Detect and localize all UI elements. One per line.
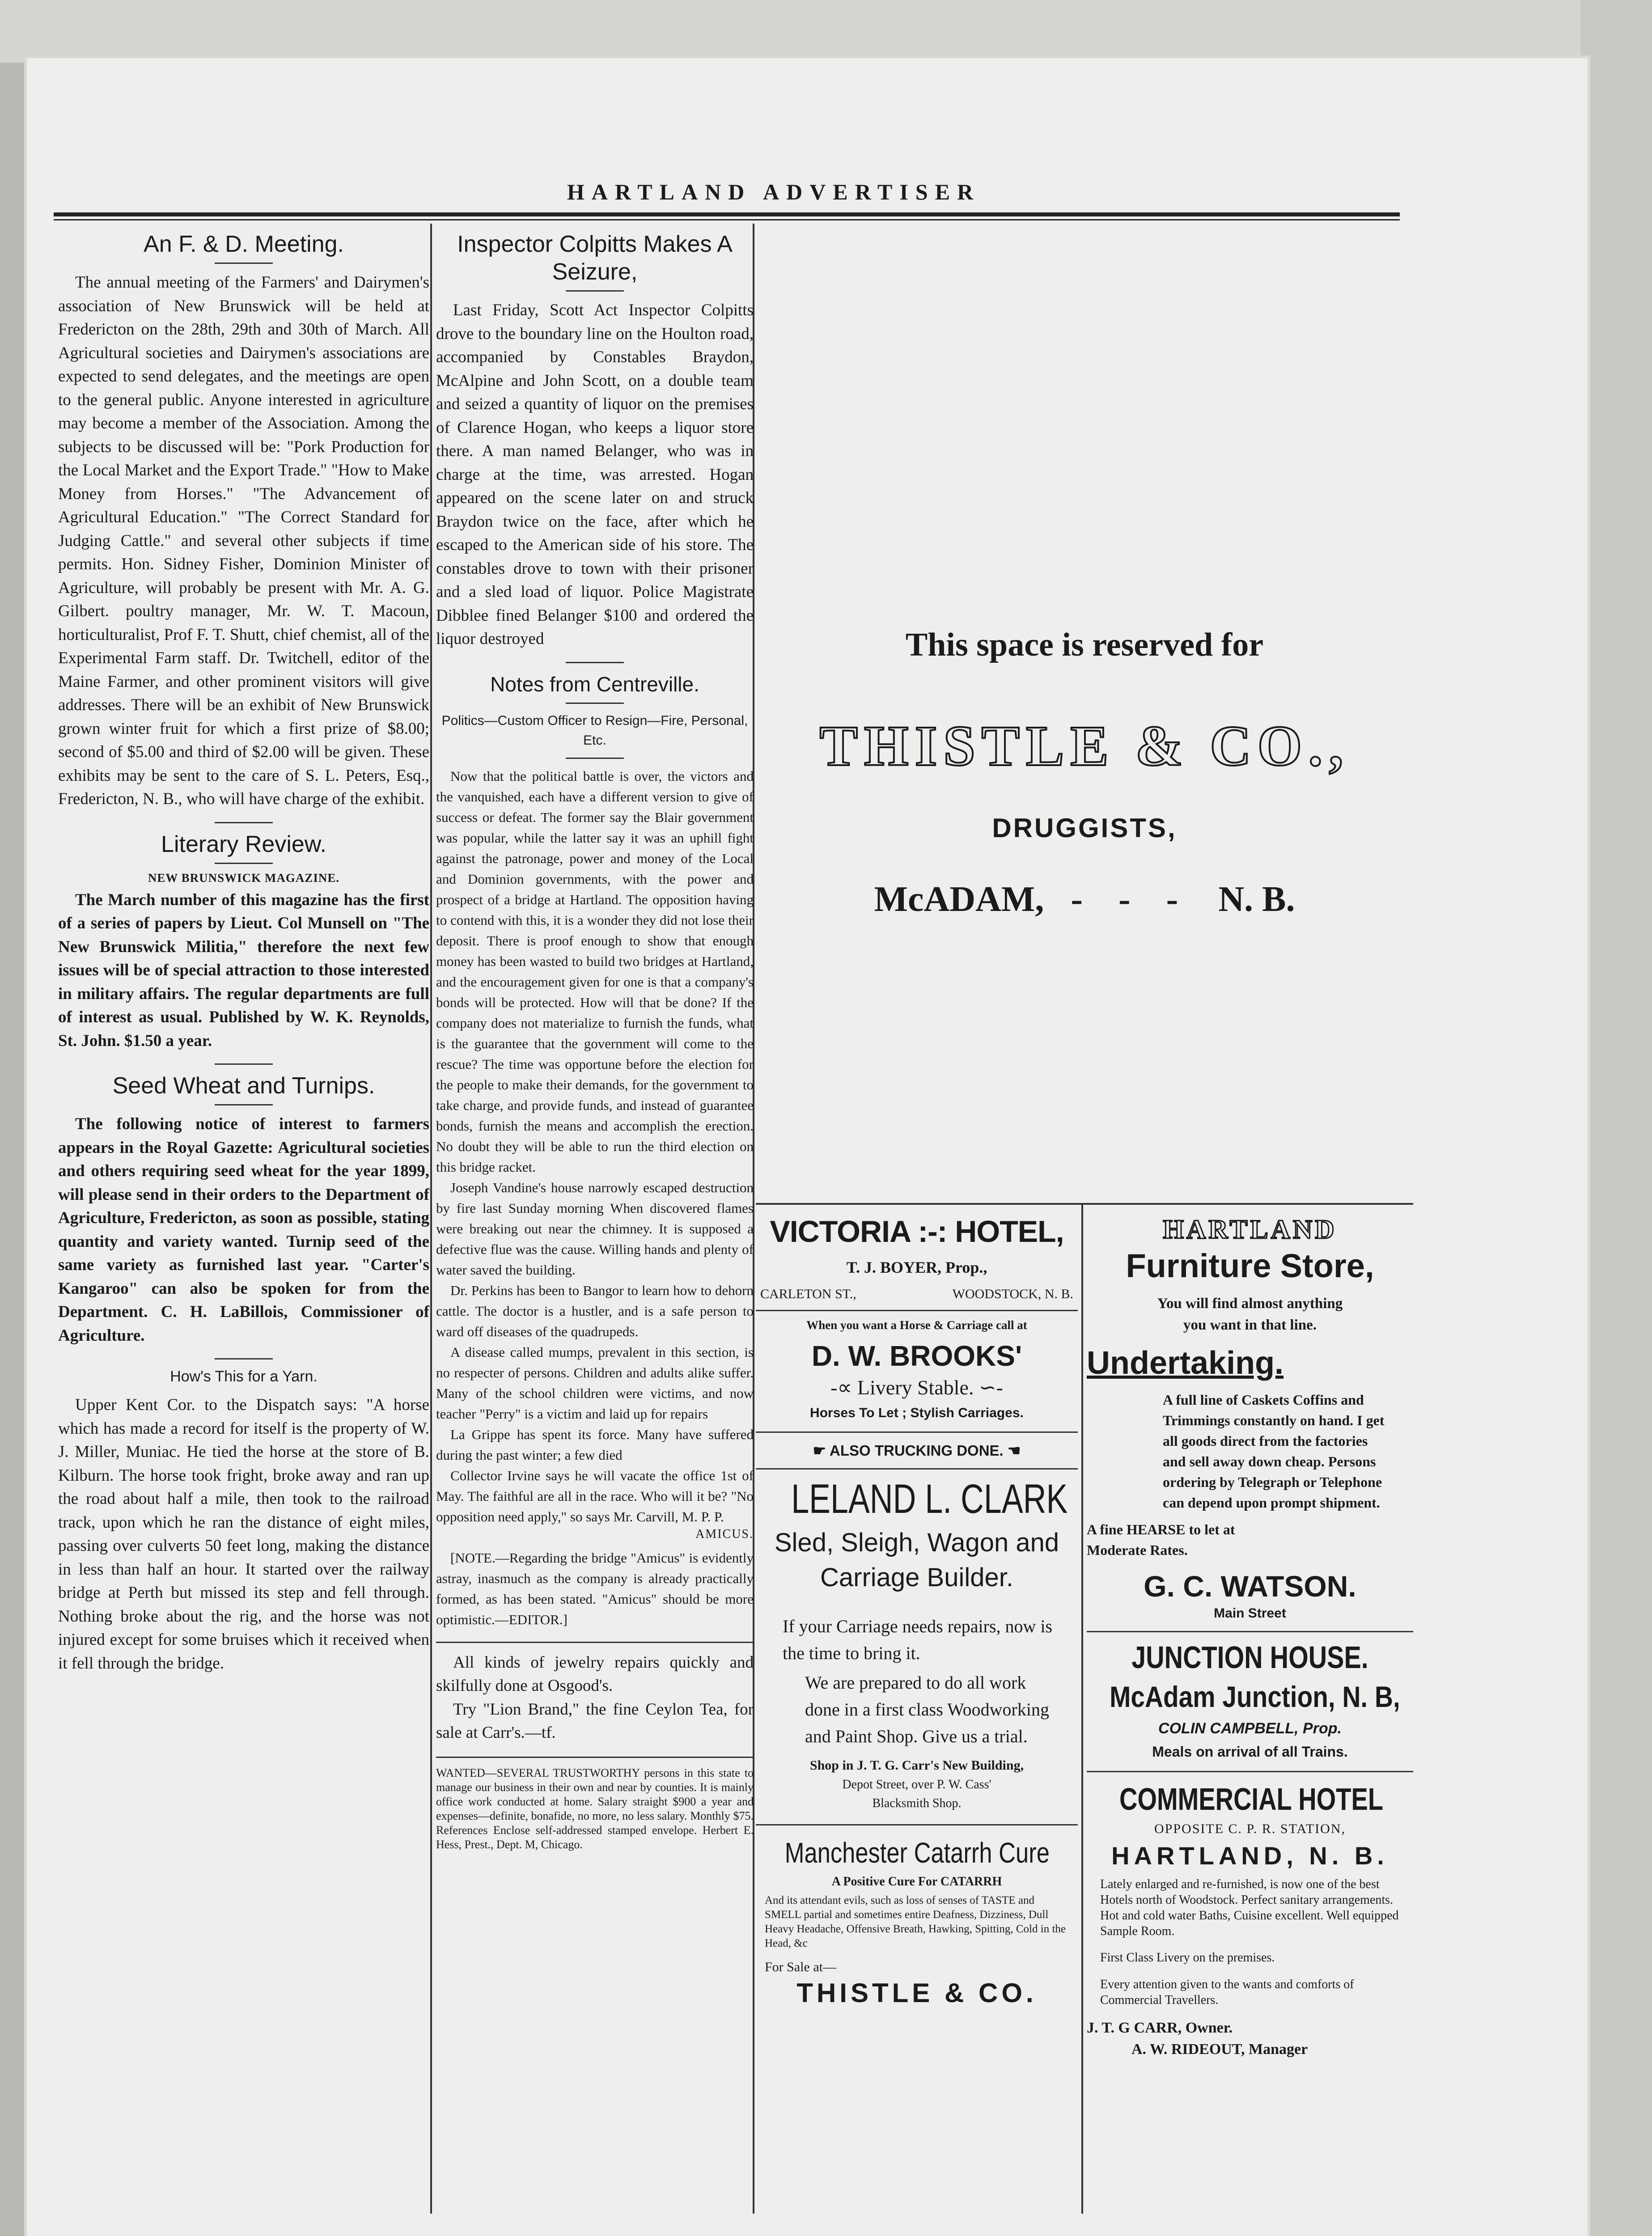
masthead-rule-thick [54,212,1400,216]
article-seed-wheat [58,1072,429,1347]
separator [566,290,624,292]
article-colpitts [436,230,754,651]
separator [436,1757,754,1758]
ad-trucking [756,1442,1078,1459]
ad-title: VICTORIA :-: HOTEL, [770,1215,1064,1249]
ad-catarrh-body: And its attendant evils, such as loss of senses of TASTE and SMELL partial and sometimes entire Deafness, Dizziness, Dull Heavy Headache, Offensive Breath, Hawking, Spitting, Cold in the Head, &c [765,1894,1066,1949]
article-body: The March number of this magazine has the first of a series of papers by Lieut. Col Munsell on "The New Brunswick Militia," therefore the next few issues will be of special attraction to those interested in military affairs. The regular departments are full of interest as usual. Published by W. K. Reynolds, St. John. $1.50 a year. [58,890,429,1050]
local-notice-tea: Try "Lion Brand," the fine Ceylon Tea, for sale at Carr's.—tf. [436,1700,754,1742]
page-edge-top [0,0,1652,63]
separator [215,1104,273,1105]
article-title: Literary Review. [161,831,326,857]
ad-junction-place: McAdam Junction, N. B, [1110,1680,1400,1713]
ad-hartland-nb: HARTLAND, N. B. [1111,1842,1389,1870]
article-body: Last Friday, Scott Act Inspector Colpitts drove to the boundary line on the Houlton road, accompanied by Constables Braydon, McAlpine and John Scott, on a double team and seized a quantity of liquor on the premises of Clarence Hogan, who keeps a liquor store there. A man named Belanger, who was in charge at the time, was arrested. Hogan appeared on the scene later on and struck Braydon twice on the face, after which he escaped to the American side of his store. The constables drove to town with their prisoner and a sled load of liquor. Police Magistrate Dibblee fined Belanger $100 and ordered the liquor destroyed [436,301,754,648]
column-1 [58,226,429,1675]
ad-watson: G. C. WATSON. [1144,1570,1356,1603]
ad-enlarged: Lately enlarged and re-furnished, is now one of the best Hotels north of Woodstock. Perfect sanitary arrangements. Hot and cold water Baths, Cuisine excellent. Well equipped Sample Room. [1100,1877,1399,1938]
ad-opposite: OPPOSITE C. P. R. STATION, [1154,1821,1346,1836]
article-paragraph: Collector Irvine says he will vacate the office 1st of May. The faithful are all in the race. Who will it be? "No opposition need apply," so says Mr. Carvill, M. P. P. [436,1467,754,1525]
article-centreville [436,670,754,1630]
firm-name: THISTLE & CO., [819,714,1350,778]
ad-victoria-hotel [756,1214,1078,2008]
separator [756,1824,1078,1825]
pointing-hand-icon: ☚ [1003,1442,1021,1459]
flourish-left-icon: -∝ [830,1376,857,1399]
article-signature: AMICUS. [695,1527,754,1541]
separator [215,1063,273,1065]
ad-catarrh-sub: A Positive Cure For CATARRH [831,1875,1002,1889]
ad-junction-meals: Meals on arrival of all Trains. [1152,1744,1348,1760]
ad-clark-address: Blacksmith Shop. [872,1796,962,1810]
reserved-ad-thistle [756,626,1413,920]
ad-catarrh-sale: For Sale at— [765,1960,836,1974]
place-dashes: - - - [1071,880,1192,919]
ad-commercial: COMMERCIAL HOTEL [1119,1782,1384,1817]
ad-clark-address: Depot Street, over P. W. Cass' [842,1778,991,1791]
separator [436,1642,754,1643]
classified-wanted: WANTED—SEVERAL TRUSTWORTHY persons in this state to manage our business in their own and near by counties. It is mainly office work conducted at home. Salary straight $900 a year and expenses—definite, bonafide, no more, no less salary. Monthly $75. References Enclose self-addressed stamped envelope. Herbert E. Hess, Prest., Dept. M, Chicago. [436,1766,754,1851]
ad-catarrh-firm: THISTLE & CO. [796,1978,1037,2008]
ad-clark-shop: Shop in J. T. G. Carr's New Building, [809,1758,1024,1773]
article-subhead: NEW BRUNSWICK MAGAZINE. [148,871,340,885]
masthead-rule-thin [54,219,1400,220]
place-right: N. B. [1218,880,1295,919]
separator [215,1358,273,1359]
article-paragraph: La Grippe has spent its force. Many have suffered during the past winter; a few died [436,1426,754,1463]
column-rule-1 [430,224,432,2214]
firm-place [756,879,1413,920]
article-farmers-meeting [58,230,429,811]
ad-trucking-label: ALSO TRUCKING DONE. [830,1442,1004,1459]
ad-junction: JUNCTION HOUSE. [1131,1640,1368,1675]
separator [756,1468,1078,1469]
ad-livery-premises: First Class Livery on the premises. [1100,1951,1275,1965]
separator [756,1310,1078,1311]
article-subhead: Politics—Custom Officer to Resign—Fire, Personal, Etc. [441,713,748,748]
place-left: McADAM, [874,880,1044,919]
ad-clark-name: LELAND L. CLARK [791,1476,1068,1522]
firm-trade: DRUGGISTS, [992,813,1177,843]
ad-furniture: Furniture Store, [1126,1247,1374,1284]
page-edge-right [1580,0,1652,2236]
article-title: Inspector Colpitts Makes A Seizure, [457,231,733,285]
separator [215,863,273,864]
ad-livery-label: Livery Stable. [857,1376,974,1399]
ad-attention: Every attention given to the wants and comforts of Commercial Travellers. [1100,1978,1354,2007]
separator [756,1431,1078,1433]
ad-find: You will find almost anything you want in that line. [1157,1296,1343,1333]
article-body: The following notice of interest to farmers appears in the Royal Gazette: Agricultural societies and others requiring seed wheat for the year 1899, will please send in their orders to the Department of Agriculture, Fredericton, as soon as possible, stating quantity and variety wanted. Turnip seed of the same variety as furnished last year. "Carter's Kangaroo" can also be spoken for from the Department. C. H. LaBillois, Commissioner of Agriculture. [58,1115,429,1345]
ad-main-street: Main Street [1214,1606,1286,1621]
pointing-hand-icon: ☛ [813,1442,830,1459]
article-paragraph: Joseph Vandine's house narrowly escaped destruction by fire last Sunday morning When discovered flames were breaking out near the chimney. It is supposed a defective flue was the cause. Willing hands and plenty of water saved the building. [436,1179,754,1278]
ad-address-town: WOODSTOCK, N. B. [952,1287,1073,1301]
article-body: Upper Kent Cor. to the Dispatch says: "A horse which has made a record for itself is the property of W. J. Miller, Muniac. He tied the horse at the store of B. Kilburn. The horse took fright, broke away and ran up the road about half a mile, then took to the railroad track, upon which he ran the distance of eight miles, passing over culverts 50 feet long, making the distance in less than half an hour. It started over the railway bridge at Perth but missed its step and fell through. Nothing broke about the rig, and the horse was not injured except for some bruises which it received when it fell through the bridge. [58,1396,429,1673]
ad-catarrh-title: Manchester Catarrh Cure [784,1837,1050,1869]
article-yarn [58,1367,429,1675]
article-literary-review [58,830,429,1053]
editor-note: [NOTE.—Regarding the bridge "Amicus" is evidently astray, inasmuch as the company is already practically formed, as has been stated. "Amicus" should be more optimistic.—EDITOR.] [436,1550,754,1627]
ad-address-street: CARLETON ST., [760,1287,856,1301]
separator [1087,1631,1413,1632]
reserved-line: This space is reserved for [905,627,1264,663]
article-body: The annual meeting of the Farmers' and Dairymen's association of New Brunswick will be held at Fredericton on the 28th, 29th and 30th of March. All Agricultural societies and Dairymen's associations are expected to send delegates, and the meetings are open to the general public. Anyone interested in agriculture may become a member of the Association. Among the subjects to be discussed will be: "Pork Production for the Local Market and the Export Trade." "How to Make Money from Horses." "The Advancement of Agricultural Education." "The Correct Standard for Judging Cattle." and several other subjects if time permits. Hon. Sidney Fisher, Dominion Minister of Agriculture, will probably be present with Mr. A. G. Gilbert. poultry manager, Mr. W. T. Macoun, horticulturalist, Prof F. T. Shutt, chief chemist, all of the Experimental Farm staff. Dr. Twitchell, editor of the Maine Farmer, and other prominent visitors will give addresses. There will be an exhibit of New Brunswick grown winter fruit for which a first prize of $8.00; second of $5.00 and third of $2.00 will be given. These exhibits may be sent to the care of S. L. Peters, Esq., Fredericton, N. B., who will have charge of the exhibit. [58,273,429,808]
separator [1087,1771,1413,1772]
ad-brooks: D. W. BROOKS' [811,1340,1022,1372]
ad-owner: J. T. G CARR, Owner. [1087,2020,1233,2036]
article-paragraph: Now that the political battle is over, the victors and the vanquished, each have a different version to give of success or defeat. The former say the Blair government was popular, while the latter say it was an uphill fight against the patronage, power and money of the Local and Dominion governments, with the power and prospect of a bridge at Hartland. The opposition having to contend with this, it is a wonder they did not lose their deposit. There is proof enough to show that enough money has been wasted to build two bridges at Hartland, and the encouragement given for one is that a company's bonds will be protected. How will that be done? If the company does not materialize to furnish the funds, what is the guarantee that the government will come to the rescue? The time was opportune before the election for the people to make their demands, for the government to take charge, and provide funds, and instead of guarantee bonds, furnish the means and accomplish the erection. No doubt they will be able to run the third election on this bridge racket. [436,768,754,1175]
article-title: Notes from Centreville. [490,672,699,696]
column-rule-3 [1081,1203,1083,2214]
ad-clark-text: If your Carriage needs repairs, now is the time to bring it. [783,1616,1053,1663]
ad-clark-text: We are prepared to do all work done in a first class Woodworking and Paint Shop. Give us a trial. [805,1673,1049,1746]
ad-note: When you want a Horse & Carriage call at [806,1318,1027,1332]
article-paragraph: A disease called mumps, prevalent in this section, is no respecter of persons. Children and adults alike suffer. Many of the school children were victims, and now teacher "Perry" is a victim and laid up for repairs [436,1344,754,1422]
ad-undertaking: Undertaking. [1087,1345,1284,1381]
flourish-right-icon: ∽- [974,1376,1003,1399]
ad-clark-trade: Sled, Sleigh, Wagon and Carriage Builder. [774,1528,1059,1592]
separator [215,263,273,264]
separator [215,822,273,823]
article-title: An F. & D. Meeting. [144,231,344,257]
ad-caskets: A full line of Caskets Coffins and Trimmings constantly on hand. I get all goods direct from the factories and sell away down cheap. Persons ordering by Telegraph or Telephone can depend upon prompt shipment. [1163,1392,1385,1511]
article-title: How's This for a Yarn. [170,1368,318,1385]
local-notice-jewelry: All kinds of jewelry repairs quickly and skilfully done at Osgood's. [436,1653,754,1695]
separator [566,662,624,663]
article-paragraph: Dr. Perkins has been to Bangor to learn how to dehorn cattle. The doctor is a hustler, and is a safe person to ward off diseases of the quadrupeds. [436,1282,754,1339]
column-2 [436,226,754,1852]
ad-address [756,1287,1078,1302]
ad-manager: A. W. RIDEOUT, Manager [1131,2041,1308,2058]
ad-hartland: HARTLAND [1163,1215,1337,1244]
ad-hearse: A fine HEARSE to let at Moderate Rates. [1087,1521,1235,1558]
separator [566,758,624,759]
ad-livery [756,1375,1078,1399]
masthead: HARTLAND ADVERTISER [567,179,981,204]
ad-hartland-furniture [1087,1214,1413,2058]
ad-horses: Horses To Let ; Stylish Carriages. [810,1406,1024,1420]
ads-top-rule [756,1203,1413,1205]
separator [566,703,624,704]
article-title: Seed Wheat and Turnips. [112,1073,375,1099]
ad-junction-prop: COLIN CAMPBELL, Prop. [1158,1720,1342,1737]
ad-proprietor: T. J. BOYER, Prop., [846,1258,987,1276]
